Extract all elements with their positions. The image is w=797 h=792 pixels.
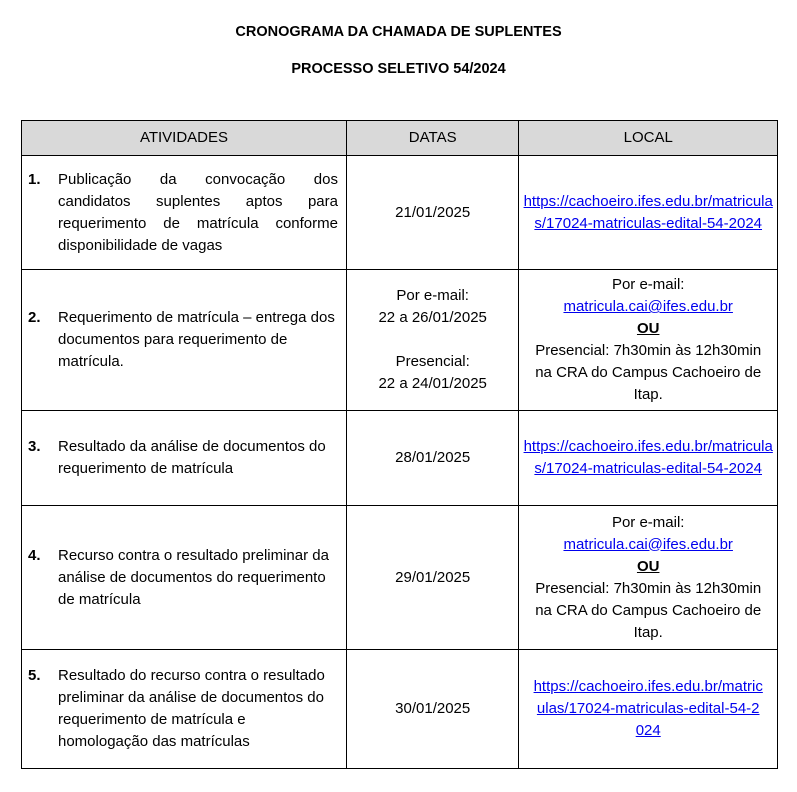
matriculas-link[interactable]: https://cachoeiro.ifes.edu.br/matriculas/17024-matriculas-edital-54-2024 [523, 438, 773, 477]
schedule-table [21, 120, 778, 769]
activity-text: Requerimento de matrícula – entrega dos documentos para requerimento de matrícula. [58, 309, 335, 370]
date-text: 21/01/2025 [395, 203, 471, 221]
email-link[interactable]: matricula.cai@ifes.edu.br [563, 535, 733, 553]
row-number: 2. [28, 309, 41, 326]
table-row [22, 411, 778, 506]
date-text: 29/01/2025 [395, 568, 471, 586]
activity-text: Resultado do recurso contra o resultado preliminar da análise de documentos do requerimento de matrícula e homologação das matrículas [58, 667, 325, 750]
date-presencial: 22 a 24/01/2025 [378, 375, 487, 392]
table-row [22, 270, 778, 411]
date-cell [346, 650, 518, 769]
date-text: 30/01/2025 [395, 700, 471, 717]
local-cell [519, 650, 778, 769]
local-cell [519, 156, 778, 270]
date-cell [346, 506, 518, 650]
matriculas-link[interactable]: https://cachoeiro.ifes.edu.br/matriculas/17024-matriculas-edital-54-2024 [523, 192, 773, 232]
matriculas-link[interactable]: https://cachoeiro.ifes.edu.br/matriculas/17024-matriculas-edital-54-2024 [533, 678, 763, 739]
row-number: 4. [28, 546, 41, 564]
document-subtitle: PROCESSO SELETIVO 54/2024 [291, 61, 506, 77]
row-number: 3. [28, 438, 41, 455]
activity-text: Publicação da convocação dos candidatos suplentes aptos para requerimento de matrícula conforme disponibilidade de vagas [58, 170, 338, 254]
date-email: 22 a 26/01/2025 [378, 309, 487, 326]
date-cell [346, 411, 518, 506]
email-label: Por e-mail: [611, 276, 685, 293]
activity-text: Recurso contra o resultado preliminar da análise de documentos do requerimento de matrícula [58, 546, 329, 608]
table-row [22, 156, 778, 270]
local-cell [519, 270, 778, 411]
presencial-text: Presencial: 7h30min às 12h30min na CRA do Campus Cachoeiro de Itap. [535, 579, 762, 641]
presencial-text: Presencial: 7h30min às 12h30min na CRA do Campus Cachoeiro de Itap. [535, 342, 762, 403]
email-link[interactable]: matricula.cai@ifes.edu.br [563, 298, 733, 315]
header-datas: DATAS [346, 121, 518, 156]
row-number: 1. [28, 170, 41, 188]
table-row [22, 650, 778, 769]
row-number: 5. [28, 667, 41, 684]
activity-text: Resultado da análise de documentos do requerimento de matrícula [58, 438, 326, 477]
table-row [22, 506, 778, 650]
activity-cell [22, 650, 347, 769]
date-cell [346, 270, 518, 411]
date-text: 28/01/2025 [395, 449, 471, 466]
email-label: Por e-mail: [611, 513, 685, 531]
header-atividades: ATIVIDADES [22, 121, 347, 156]
or-label: OU [636, 320, 660, 337]
activity-cell [22, 270, 347, 411]
date-presencial-label: Presencial: [395, 353, 470, 370]
header-local: LOCAL [519, 121, 778, 156]
activity-cell [22, 411, 347, 506]
date-email-label: Por e-mail: [396, 287, 469, 304]
header-row [22, 121, 778, 156]
or-label: OU [636, 557, 660, 575]
local-cell [519, 506, 778, 650]
local-cell [519, 411, 778, 506]
date-cell [346, 156, 518, 270]
document-title: CRONOGRAMA DA CHAMADA DE SUPLENTES [235, 24, 562, 40]
activity-cell [22, 156, 347, 270]
activity-cell [22, 506, 347, 650]
